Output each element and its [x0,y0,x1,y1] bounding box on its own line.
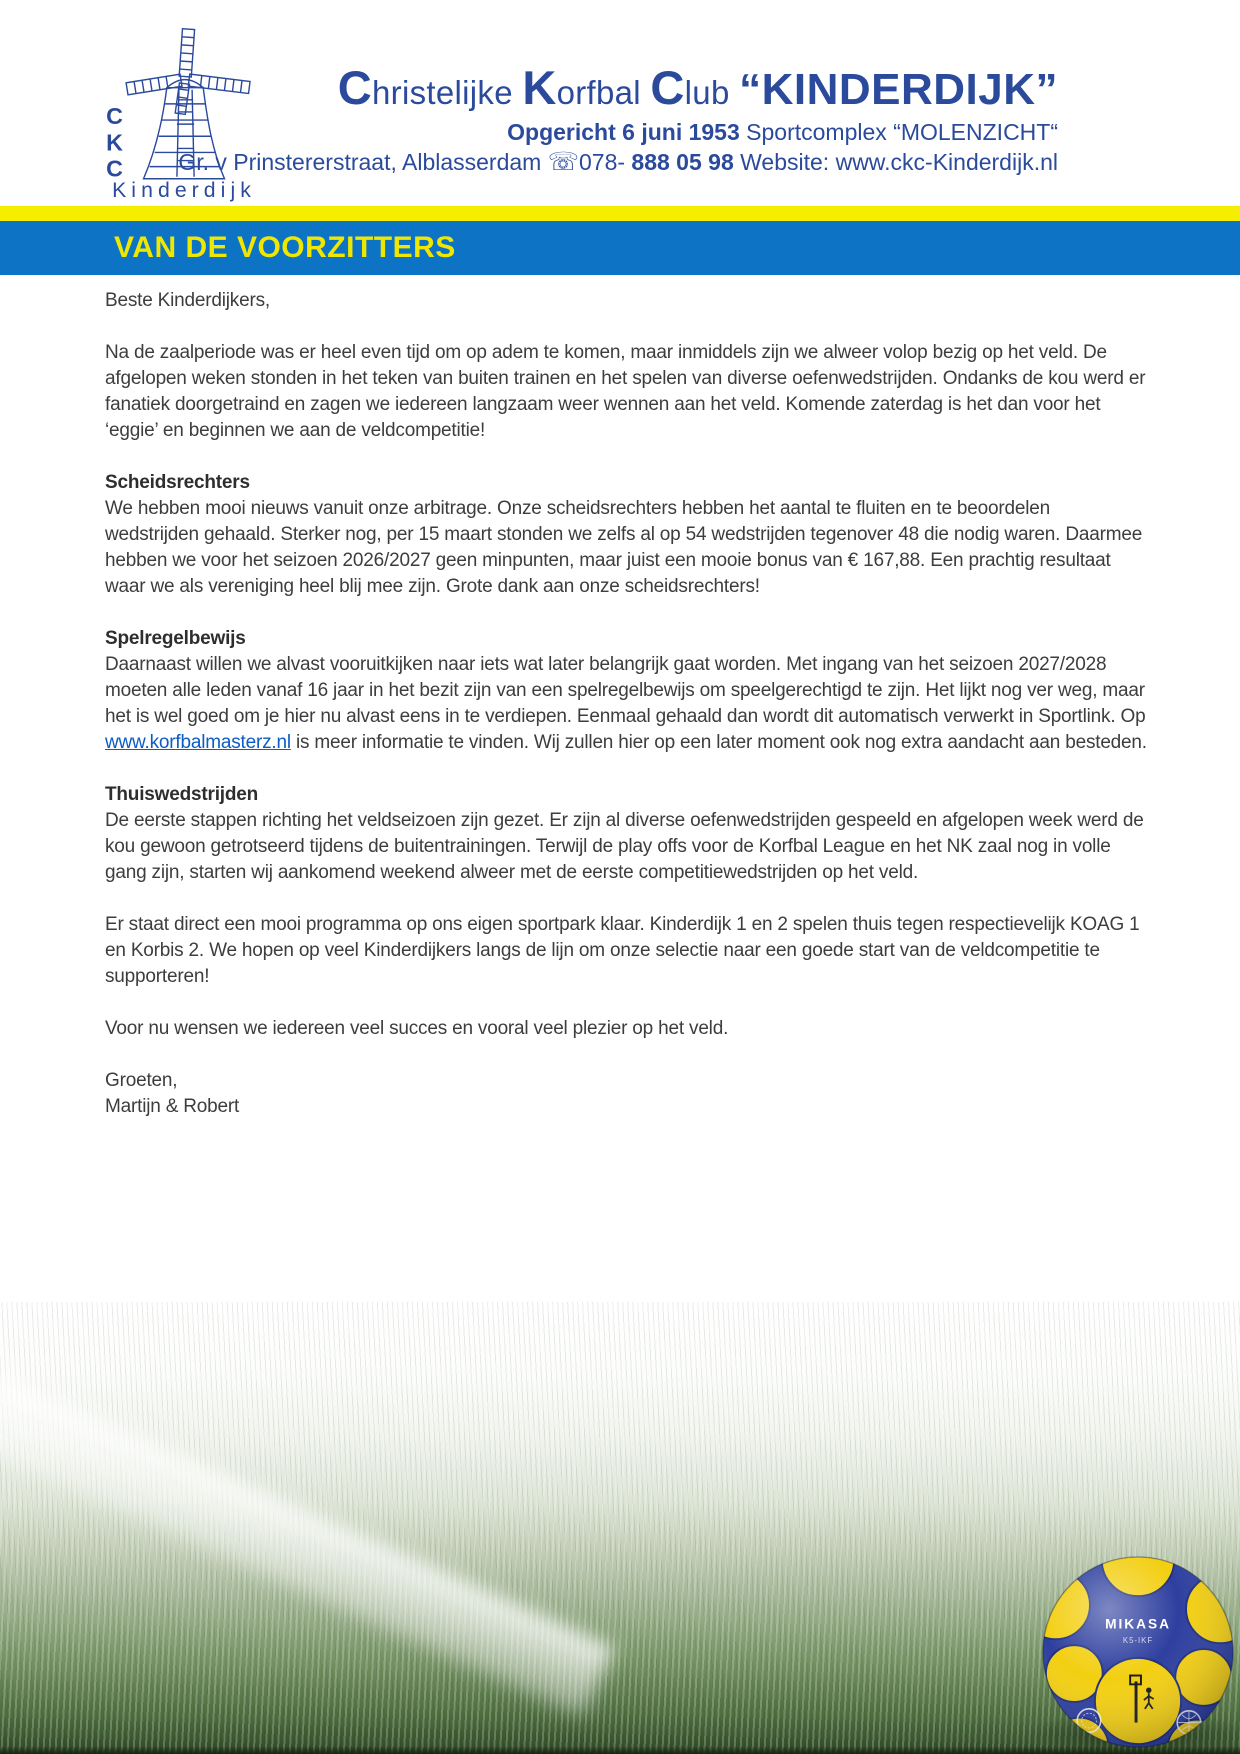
section-banner [0,221,1240,275]
grass-photo [0,1302,1240,1754]
korfbalmasterz-link[interactable]: www.korfbalmasterz.nl [105,732,291,753]
club-header-text [178,61,1058,176]
korfball-icon [1040,1554,1236,1750]
logo-name: Kinderdijk [112,177,256,202]
title-initial: K [522,61,557,114]
club-name: “KINDERDIJK” [739,65,1058,114]
heading-scheidsrechters: Scheidsrechters [105,472,250,493]
address-line [178,148,1058,176]
street-address: Gr. v Prinstererstraat, Alblasserdam [178,149,548,175]
logo-letter-c1: C [106,103,123,130]
phone-number: 888 05 98 [631,149,734,175]
spelregelbewijs-paragraph [105,652,1147,756]
phone-icon: ☏ [547,148,579,176]
thuiswedstrijden-paragraph-1: De eerste stappen richting het veldseizoen zijn gezet. Er zijn al diverse oefenwedstrijden gespeeld en afgelopen week werd de kou gewoon getrotseerd tijdens de buitentrainingen. Terwijl de play offs voor de Korfbal League en het NK zaal nog in volle gang zijn, starten wij aankomend weekend alweer met de eerste competitiewedstrijden op het veld. [105,810,1144,883]
spelregelbewijs-text-pre: Daarnaast willen we alvast vooruitkijken naar iets wat later belangrijk gaat worden. Met ingang van het seizoen 2027/2028 moeten alle leden vanaf 16 jaar in het bezit zijn van een spelregelbewijs om speelgerechtigd te zijn. Het lijkt nog ver weg, maar het is wel goed om je hier nu alvast eens in te verdiepen. Eenmaal gehaald dan wordt dit automatisch verwerkt in Sportlink. Op [105,654,1146,727]
founding-line [178,118,1058,146]
website-text: Website: www.ckc-Kinderdijk.nl [733,149,1058,175]
club-title [178,61,1058,117]
closing-signature: Martijn & Robert [105,1096,240,1117]
field-line-marking [0,1354,615,1718]
letter-body [105,288,1147,1120]
salutation: Beste Kinderdijkers, [105,290,270,311]
heading-spelregelbewijs: Spelregelbewijs [105,628,246,649]
phone-prefix: 078- [578,149,632,175]
title-initial: C [650,61,685,114]
heading-thuiswedstrijden: Thuiswedstrijden [105,784,259,805]
banner-title: VAN DE VOORZITTERS [114,231,456,264]
closing-wish: Voor nu wensen we iedereen veel succes en vooral veel plezier op het veld. [105,1018,729,1039]
club-header [0,0,1240,206]
title-word: lub [684,74,740,111]
title-initial: C [337,61,373,114]
logo-letter-k: K [106,129,123,156]
sportcomplex: Sportcomplex “MOLENZICHT“ [739,119,1058,145]
scheidsrechters-paragraph: We hebben mooi nieuws vanuit onze arbitrage. Onze scheidsrechters hebben het aantal te fluiten en te beoordelen wedstrijden gehaald. Sterker nog, per 15 maart stonden we zelfs al op 54 wedstrijden tegenover 48 die nodig waren. Daarmee hebben we voor het seizoen 2026/2027 geen minpunten, maar juist een mooie bonus van € 167,88. Een prachtig resultaat waar we als vereniging heel blij mee zijn. Grote dank aan onze scheidsrechters! [105,498,1143,597]
thuiswedstrijden-paragraph-2: Er staat direct een mooi programma op ons eigen sportpark klaar. Kinderdijk 1 en 2 spelen thuis tegen respectievelijk KOAG 1 en Korbis 2. We hopen op veel Kinderdijkers langs de lijn om onze selectie naar een goede start van de veldcompetitie te supporteren! [105,914,1140,987]
founding-date: Opgericht 6 juni 1953 [507,119,740,145]
spelregelbewijs-text-post: is meer informatie te vinden. Wij zullen hier op een later moment ook nog extra aandacht aan besteden. [290,732,1147,753]
title-word: hristelijke [372,74,523,111]
divider-stripe [0,206,1240,221]
closing-greeting: Groeten, [105,1070,178,1091]
intro-paragraph: Na de zaalperiode was er heel even tijd om op adem te komen, maar inmiddels zijn we alweer volop bezig op het veld. De afgelopen weken stonden in het teken van buiten trainen en het spelen van diverse oefenwedstrijden. Ondanks de kou werd er fanatiek doorgetraind en zagen we iedereen langzaam weer wennen aan het veld. Komende zaterdag is het dan voor het ‘eggie’ en beginnen we aan de veldcompetitie! [105,342,1146,441]
logo-letter-c2: C [106,155,123,182]
title-word: orfbal [556,74,651,111]
